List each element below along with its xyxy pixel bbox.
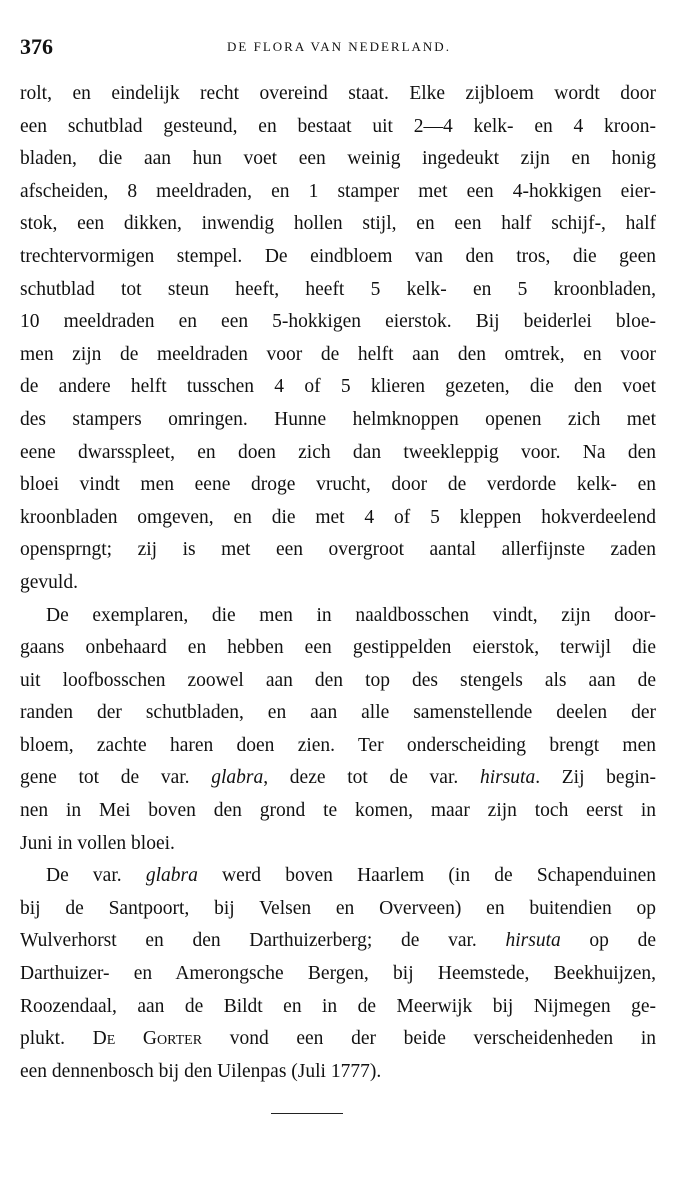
page-header: [20, 34, 658, 60]
text-line: nen in Mei boven den grond te komen, maar zijn toch eerst in: [20, 800, 656, 822]
text-line: [20, 1023, 656, 1056]
text-line: men zijn de meeldraden voor de helft aan den omtrek, en voor: [20, 343, 656, 365]
variety-name-glabra: glabra: [211, 767, 264, 789]
body-text: [20, 78, 656, 1088]
text-run: . Zij begin-: [535, 767, 657, 789]
text-line: Roozendaal, aan de Bildt en in de Meerwijk bij Nijmegen ge-: [20, 995, 656, 1017]
text-line: randen der schutbladen, en aan alle samenstellende deelen der: [20, 702, 656, 724]
text-line: een schutblad gesteund, en bestaat uit 2—4 kelk- en 4 kroon-: [20, 115, 656, 137]
variety-name-hirsuta: hirsuta: [479, 767, 536, 789]
text-line: de andere helft tusschen 4 of 5 klieren gezeten, die den voet: [20, 376, 656, 398]
text-run: gene tot de var.: [20, 767, 212, 789]
text-run: , deze tot de var.: [263, 767, 480, 789]
text-run: De var.: [46, 865, 146, 887]
text-line: [20, 762, 656, 795]
variety-name-glabra: glabra: [145, 865, 198, 887]
text-line: Darthuizer- en Amerongsche Bergen, bij Heemstede, Beekhuijzen,: [20, 963, 656, 985]
text-line: schutblad tot steun heeft, heeft 5 kelk- en 5 kroonbladen,: [20, 278, 656, 300]
text-line: bloem, zachte haren doen zien. Ter onderscheiding brengt men: [20, 734, 656, 756]
text-line: bloei vindt men eene droge vrucht, door de verdorde kelk- en: [20, 474, 656, 496]
text-run: vond een der beide verscheidenheden in: [202, 1028, 656, 1050]
text-line: kroonbladen omgeven, en die met 4 of 5 kleppen hokverdeelend: [20, 506, 656, 528]
text-line: [20, 925, 656, 958]
text-line: des stampers omringen. Hunne helmknoppen openen zich met: [20, 408, 656, 430]
variety-name-hirsuta: hirsuta: [505, 930, 561, 952]
paragraph-1: [20, 78, 656, 600]
text-line: een dennenbosch bij den Uilenpas (Juli 1777).: [20, 1060, 382, 1082]
paragraph-3: [20, 860, 656, 1088]
text-run: werd boven Haarlem (in de Schapenduinen: [197, 865, 657, 887]
text-line: 10 meeldraden en een 5-hokkigen eierstok. Bij beiderlei bloe-: [20, 311, 656, 333]
text-line: uit loofbosschen zoowel aan den top des stengels als aan de: [20, 669, 656, 691]
text-line: Juni in vollen bloei.: [20, 832, 175, 854]
paragraph-2: [20, 600, 656, 861]
text-line: De exemplaren, die men in naaldbosschen vindt, zijn door-: [46, 604, 656, 626]
text-line: bij de Santpoort, bij Velsen en Overveen) en buitendien op: [20, 897, 656, 919]
text-line: [20, 860, 656, 893]
text-line: stok, een dikken, inwendig hollen stijl, en een half schijf-, half: [20, 213, 656, 235]
text-line: eene dwarsspleet, en doen zich dan tweekleppig voor. Na den: [20, 441, 656, 463]
text-line: bladen, die aan hun voet een weinig ingedeukt zijn en honig: [20, 148, 656, 170]
author-name: De Gorter: [92, 1028, 203, 1050]
text-run: Wulverhorst en den Darthuizerberg; de var.: [20, 930, 506, 952]
page-number: 376: [20, 34, 53, 59]
text-line: afscheiden, 8 meeldraden, en 1 stamper met een 4-hokkigen eier-: [20, 180, 656, 202]
text-line: opensprngt; zij is met een overgroot aantal allerfijnste zaden: [20, 539, 656, 561]
text-line: trechtervormigen stempel. De eindbloem van den tros, die geen: [20, 245, 656, 267]
section-end-rule: [271, 1113, 343, 1114]
running-title: DE FLORA VAN NEDERLAND.: [227, 39, 451, 54]
text-line: gevuld.: [20, 571, 78, 593]
text-line: rolt, en eindelijk recht overeind staat. Elke zijbloem wordt door: [20, 83, 656, 104]
text-line: gaans onbehaard en hebben een gestippelden eierstok, terwijl die: [20, 637, 656, 659]
text-run: plukt.: [20, 1028, 93, 1050]
text-run: op de: [560, 930, 656, 952]
